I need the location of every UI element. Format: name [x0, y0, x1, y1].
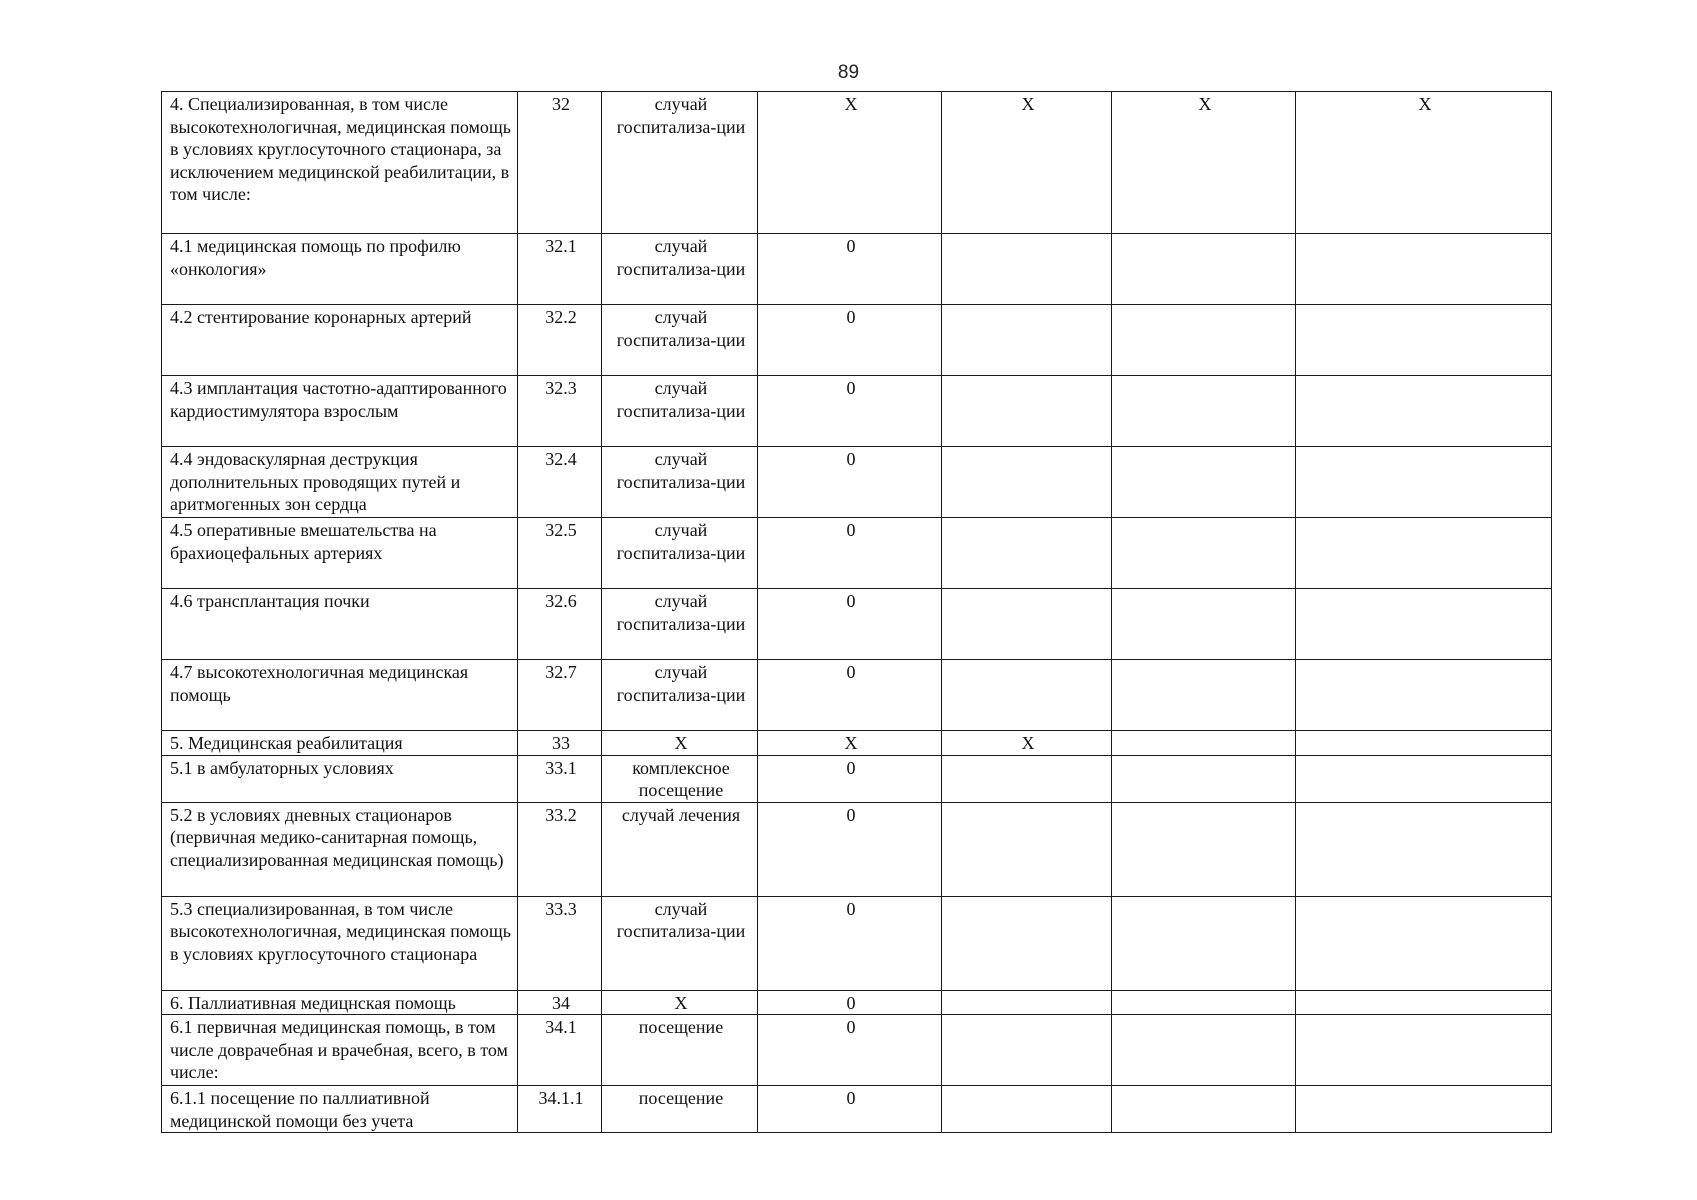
row-value-1: 0: [758, 589, 942, 660]
row-name: 4.1 медицинская помощь по профилю «онкология»: [162, 234, 518, 305]
row-value-3: [1112, 518, 1296, 589]
row-value-3: [1112, 305, 1296, 376]
row-name: 5.1 в амбулаторных условиях: [162, 755, 518, 802]
row-unit: случай госпитализа-ции: [602, 376, 758, 447]
row-code: 32.6: [518, 589, 602, 660]
row-unit: посещение: [602, 1086, 758, 1133]
row-name: 6.1 первичная медицинская помощь, в том числе доврачебная и врачебная, всего, в том числе:: [162, 1015, 518, 1086]
row-value-3: [1112, 731, 1296, 756]
row-code: 34.1.1: [518, 1086, 602, 1133]
row-name: 6.1.1 посещение по паллиативной медицинской помощи без учета: [162, 1086, 518, 1133]
table-row: [162, 755, 1552, 802]
row-value-2: [942, 376, 1112, 447]
volume-table: [161, 91, 1552, 1133]
row-value-3: [1112, 802, 1296, 896]
row-value-2: [942, 234, 1112, 305]
row-unit: случай госпитализа-ции: [602, 896, 758, 990]
row-value-2: [942, 589, 1112, 660]
row-name: 5. Медицинская реабилитация: [162, 731, 518, 756]
row-value-2: [942, 660, 1112, 731]
row-value-4: [1296, 1015, 1552, 1086]
row-value-3: [1112, 376, 1296, 447]
table-row: [162, 518, 1552, 589]
row-value-2: Х: [942, 731, 1112, 756]
table-row: [162, 731, 1552, 756]
row-code: 32.3: [518, 376, 602, 447]
row-value-3: [1112, 660, 1296, 731]
row-unit: Х: [602, 731, 758, 756]
table-row: [162, 589, 1552, 660]
row-value-4: [1296, 589, 1552, 660]
row-value-2: [942, 990, 1112, 1015]
row-value-4: [1296, 518, 1552, 589]
row-name: 4.3 имплантация частотно-адаптированного кардиостимулятора взрослым: [162, 376, 518, 447]
row-value-4: Х: [1296, 92, 1552, 234]
row-name: 4.2 стентирование коронарных артерий: [162, 305, 518, 376]
row-name: 5.3 специализированная, в том числе высокотехнологичная, медицинская помощь в условиях круглосуточного стационара: [162, 896, 518, 990]
row-code: 33.3: [518, 896, 602, 990]
row-value-4: [1296, 755, 1552, 802]
row-value-2: [942, 755, 1112, 802]
row-value-4: [1296, 305, 1552, 376]
row-value-1: 0: [758, 896, 942, 990]
row-value-3: Х: [1112, 92, 1296, 234]
row-value-4: [1296, 731, 1552, 756]
table-row: [162, 896, 1552, 990]
row-unit: случай госпитализа-ции: [602, 589, 758, 660]
row-name: 4.7 высокотехнологичная медицинская помощь: [162, 660, 518, 731]
row-value-1: 0: [758, 660, 942, 731]
row-value-2: [942, 1086, 1112, 1133]
row-value-4: [1296, 990, 1552, 1015]
row-code: 32.5: [518, 518, 602, 589]
table-row: [162, 660, 1552, 731]
row-value-4: [1296, 896, 1552, 990]
row-value-1: 0: [758, 1086, 942, 1133]
row-name: 6. Паллиативная медицнская помощь: [162, 990, 518, 1015]
row-value-1: 0: [758, 755, 942, 802]
row-unit: комплексное посещение: [602, 755, 758, 802]
table-row: [162, 1086, 1552, 1133]
row-value-4: [1296, 660, 1552, 731]
row-value-4: [1296, 447, 1552, 518]
row-value-3: [1112, 755, 1296, 802]
row-value-1: Х: [758, 731, 942, 756]
row-code: 34: [518, 990, 602, 1015]
row-value-1: 0: [758, 1015, 942, 1086]
row-value-2: Х: [942, 92, 1112, 234]
row-value-4: [1296, 234, 1552, 305]
row-unit: случай госпитализа-ции: [602, 234, 758, 305]
row-value-1: 0: [758, 376, 942, 447]
table-row: [162, 802, 1552, 896]
row-value-1: 0: [758, 234, 942, 305]
row-value-3: [1112, 447, 1296, 518]
row-value-2: [942, 518, 1112, 589]
row-value-1: 0: [758, 990, 942, 1015]
table-row: [162, 447, 1552, 518]
row-value-1: 0: [758, 305, 942, 376]
row-unit: случай госпитализа-ции: [602, 305, 758, 376]
row-value-3: [1112, 896, 1296, 990]
row-unit: посещение: [602, 1015, 758, 1086]
page-number: 89: [837, 62, 860, 83]
row-unit: случай госпитализа-ции: [602, 92, 758, 234]
table-row: [162, 990, 1552, 1015]
row-unit: Х: [602, 990, 758, 1015]
row-value-4: [1296, 376, 1552, 447]
row-value-3: [1112, 990, 1296, 1015]
row-code: 33.2: [518, 802, 602, 896]
row-unit: случай госпитализа-ции: [602, 660, 758, 731]
row-unit: случай лечения: [602, 802, 758, 896]
table-row: [162, 376, 1552, 447]
row-code: 33.1: [518, 755, 602, 802]
row-value-1: 0: [758, 447, 942, 518]
row-code: 32.2: [518, 305, 602, 376]
row-value-3: [1112, 234, 1296, 305]
row-value-4: [1296, 1086, 1552, 1133]
row-code: 32.4: [518, 447, 602, 518]
row-name: 5.2 в условиях дневных стационаров (первичная медико-санитарная помощь, специализированная медицинская помощь): [162, 802, 518, 896]
row-value-2: [942, 802, 1112, 896]
row-name: 4.4 эндоваскулярная деструкция дополнительных проводящих путей и аритмогенных зон сердца: [162, 447, 518, 518]
row-value-3: [1112, 589, 1296, 660]
row-name: 4. Специализированная, в том числе высокотехнологичная, медицинская помощь в условиях круглосуточного стационара, за исключением медицинской реабилитации, в том числе:: [162, 92, 518, 234]
row-name: 4.5 оперативные вмешательства на брахиоцефальных артериях: [162, 518, 518, 589]
table-row: [162, 1015, 1552, 1086]
row-value-3: [1112, 1086, 1296, 1133]
row-value-2: [942, 1015, 1112, 1086]
table-row: [162, 234, 1552, 305]
row-value-2: [942, 896, 1112, 990]
row-unit: случай госпитализа-ции: [602, 518, 758, 589]
row-code: 32.1: [518, 234, 602, 305]
row-code: 33: [518, 731, 602, 756]
table-row: [162, 305, 1552, 376]
row-value-2: [942, 305, 1112, 376]
row-value-3: [1112, 1015, 1296, 1086]
row-value-1: Х: [758, 92, 942, 234]
row-value-1: 0: [758, 518, 942, 589]
row-value-1: 0: [758, 802, 942, 896]
table-row: [162, 92, 1552, 234]
row-unit: случай госпитализа-ции: [602, 447, 758, 518]
row-value-2: [942, 447, 1112, 518]
row-code: 32: [518, 92, 602, 234]
row-code: 32.7: [518, 660, 602, 731]
row-value-4: [1296, 802, 1552, 896]
row-code: 34.1: [518, 1015, 602, 1086]
row-name: 4.6 трансплантация почки: [162, 589, 518, 660]
